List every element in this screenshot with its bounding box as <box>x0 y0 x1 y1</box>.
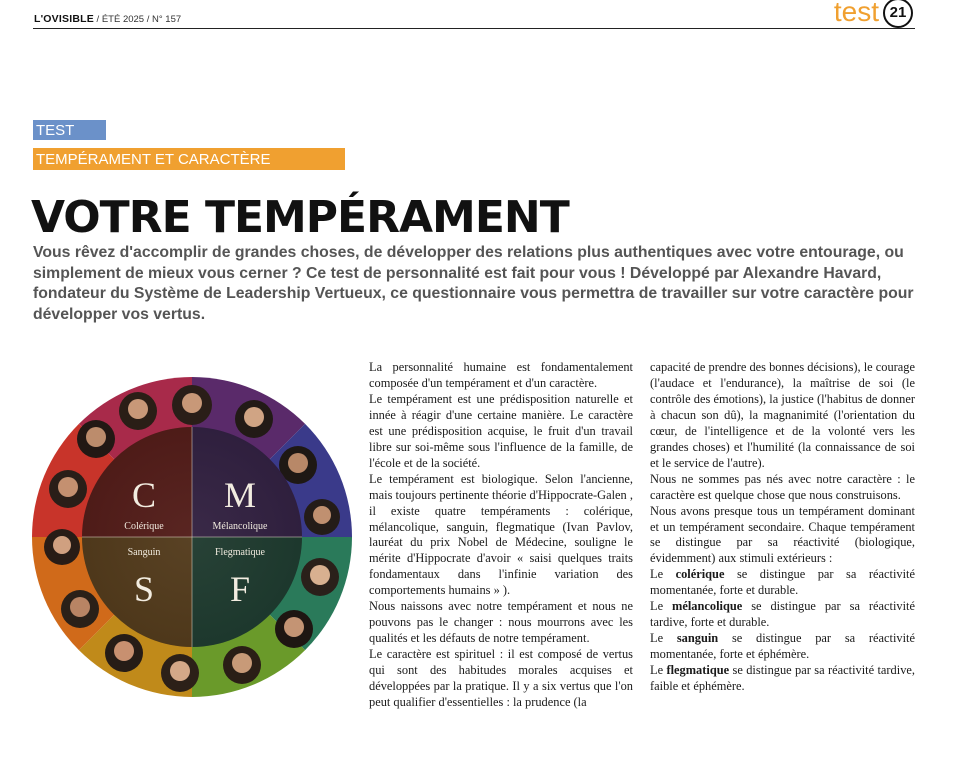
subject-tag: TEMPÉRAMENT ET CARACTÈRE <box>33 148 345 170</box>
quadrant-letter-c: C <box>131 475 157 515</box>
quadrant-label-s: Sanguin <box>127 547 161 558</box>
paragraph: Le caractère est spirituel : il est composé de vertus qui sont des habitudes morales acquises et développées par la pratique. Il y a six vertus que l'on peut qualifier d'essentielles : la prudence (la <box>369 647 633 710</box>
body-column-1 <box>369 360 633 711</box>
paragraph: Le tempérament est une prédisposition naturelle et innée à réagir d'une certaine manière. Le caractère est une prédisposition acquise, le fruit d'un travail libre sur soi-même sous l'influence de la famille, de l'école et de la société. <box>369 391 633 470</box>
article-title: VOTRE TEMPÉRAMENT <box>31 192 569 243</box>
quadrant-label-f: Flegmatique <box>215 547 265 558</box>
header-rule <box>33 28 915 29</box>
item-text: se distingue par sa réactivité tardive, faible et éphémère. <box>650 663 915 694</box>
article-lead: Vous rêvez d'accomplir de grandes choses, de développer des relations plus authentiques avec votre entourage, ou simplement de mieux vous cerner ? Ce test de personnalité est fait pour vous ! Développé par Alexandre Havard, fondateur du Système de Leadership Vertueux, ce questionnaire vous permettra de travailler sur votre caractère pour développer vos vertus. <box>33 244 914 323</box>
term-melancolique: mélancolique <box>672 599 743 614</box>
temperament-item <box>650 663 915 695</box>
item-prefix: Le <box>650 631 677 646</box>
temperament-item <box>650 631 915 663</box>
temperament-wheel <box>32 377 352 697</box>
quadrant-label-m: Mélancolique <box>212 521 268 532</box>
quadrant-label-c: Colérique <box>124 521 164 532</box>
brand-name: L'OVISIBLE <box>34 13 94 25</box>
kicker-tag: TEST <box>33 120 106 140</box>
term-sanguin: sanguin <box>676 631 719 646</box>
item-prefix: Le <box>650 663 667 678</box>
item-prefix: Le <box>650 599 673 614</box>
item-text: se distingue par sa réactivité tardive, forte et durable. <box>650 599 915 630</box>
term-colerique: colérique <box>675 567 725 582</box>
paragraph: Nous ne sommes pas nés avec notre caractère : le caractère est quelque chose que nous construisons. <box>650 471 915 502</box>
paragraph: Nous avons presque tous un tempérament dominant et un tempérament secondaire. Chaque tempérament se distingue par sa réactivité (biologique, évidemment) aux stimuli extérieurs : <box>650 503 915 566</box>
quadrant-letter-f: F <box>229 569 251 609</box>
quadrant-letter-s: S <box>133 569 155 609</box>
term-flegmatique: flegmatique <box>666 663 730 678</box>
item-text: se distingue par sa réactivité momentanée, forte et éphémère. <box>650 631 915 662</box>
item-text: se distingue par sa réactivité momentanée, forte et durable. <box>650 567 915 598</box>
quadrant-letter-m: M <box>223 475 257 515</box>
section-name: test <box>833 0 879 27</box>
inner-quadrants <box>82 427 302 647</box>
paragraph: capacité de prendre des bonnes décisions), le courage (l'audace et l'endurance), la maîtrise de soi (le contrôle des émotions), la justice (l'habitus de donner à chacun son dû), la magnanimité (l'orientation du cœur, de l'intelligence et de la volonté vers les grandes choses) et l'humilité (la connaissance de soi et le service de l'autre). <box>650 360 915 470</box>
paragraph: Nous naissons avec notre tempérament et nous ne pouvons pas le changer : nous mourrons avec les qualités et les défauts de notre tempérament. <box>369 599 633 646</box>
temperament-item <box>650 599 915 631</box>
body-column-2 <box>650 360 915 695</box>
masthead <box>34 13 181 25</box>
temperament-item <box>650 567 915 599</box>
paragraph: La personnalité humaine est fondamentalement composée d'un tempérament et d'un caractère. <box>369 360 633 390</box>
item-prefix: Le <box>650 567 676 582</box>
paragraph: Le tempérament est biologique. Selon l'ancienne, mais toujours pertinente théorie d'Hippocrate-Galen , il existe quatre tempéraments : colérique, mélancolique, sanguin, flegmatique (Ivan Pavlov, lauréat du prix Nobel de Médecine, souligne le mérite d'Hippocrate d'avoir « saisi quelques traits fondamentaux dans l'infinie variation des comportements humains » ). <box>369 471 633 598</box>
page-number: 21 <box>883 0 913 28</box>
issue-info: / ÉTÉ 2025 / N° 157 <box>93 14 182 25</box>
section-marker <box>834 0 913 28</box>
